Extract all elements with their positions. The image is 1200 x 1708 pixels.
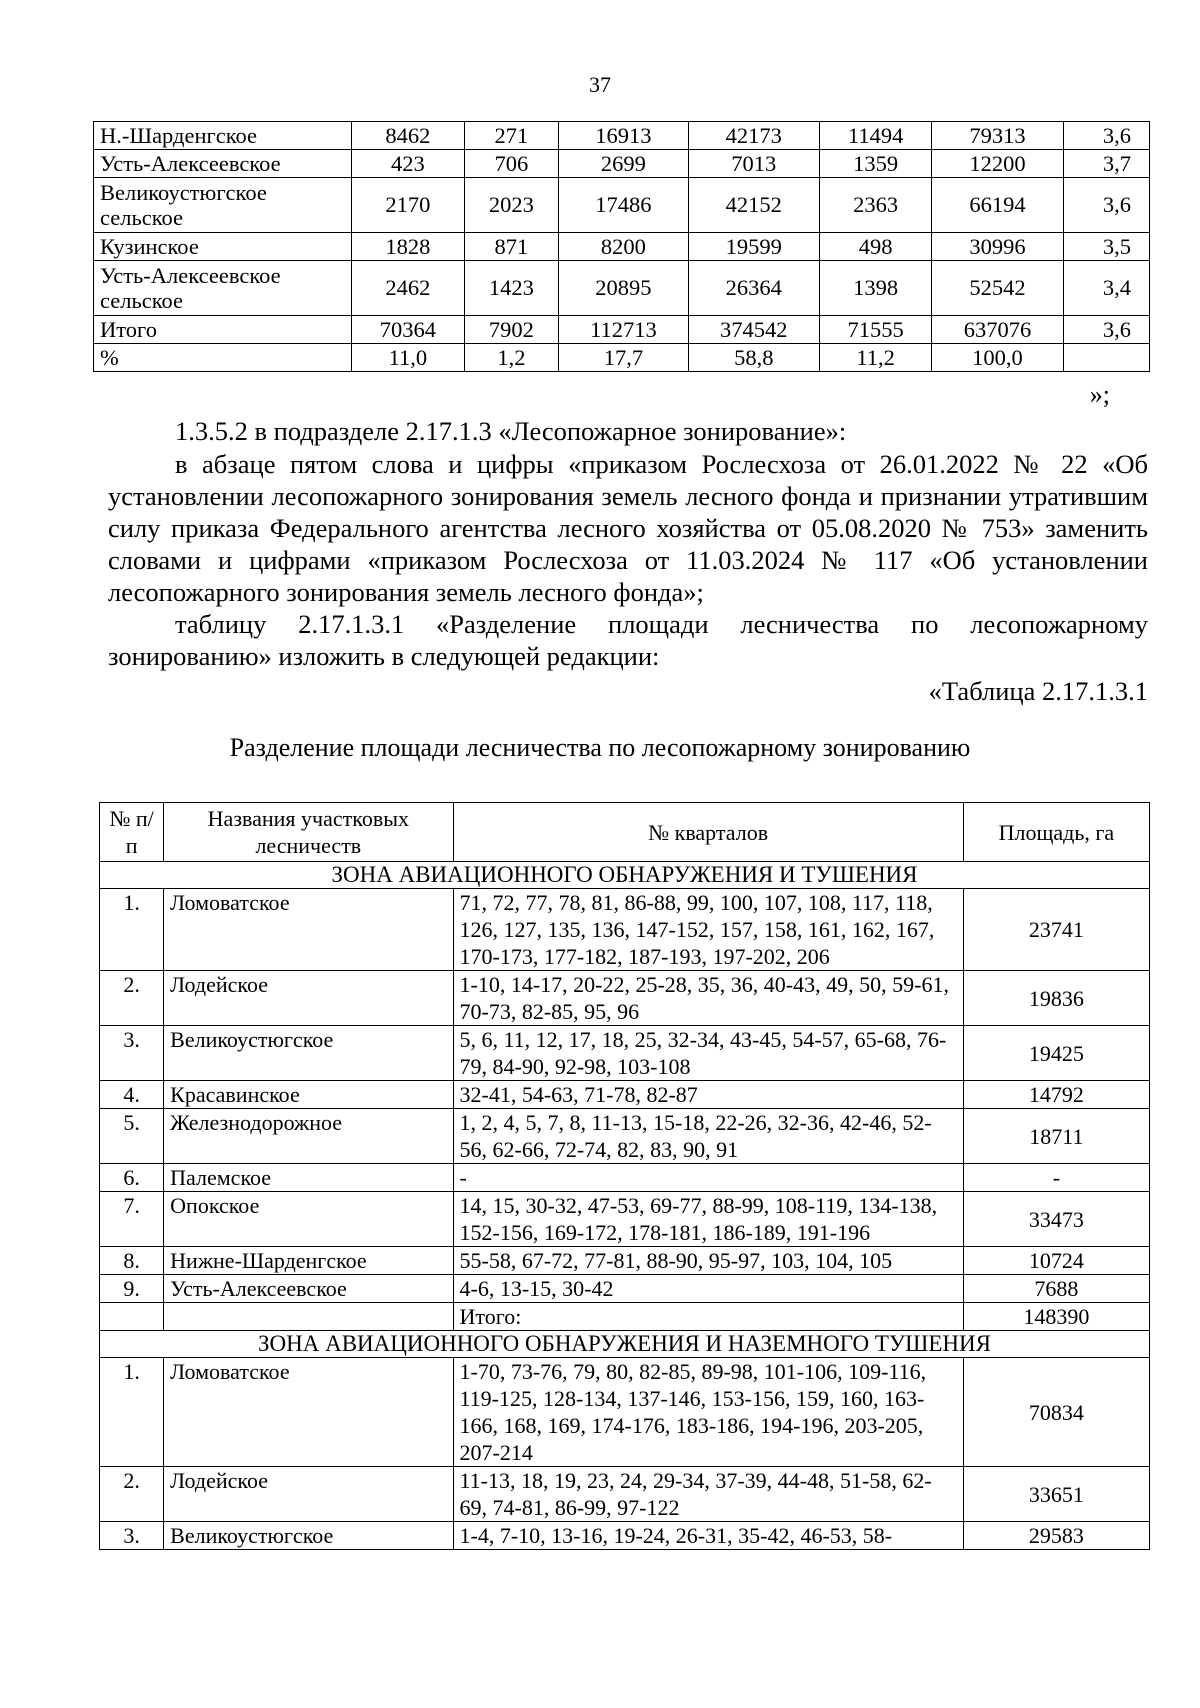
- stats-value-cell: 271: [464, 122, 558, 150]
- stats-value-cell: 11,2: [819, 344, 932, 372]
- row-num: 1.: [100, 1358, 164, 1467]
- stats-value-cell: 8200: [559, 233, 689, 261]
- amendment-paragraph-1: в абзаце пятом слова и цифры «приказом Рослесхоза от 26.01.2022 № 22 «Об установлении лесопожарного зонирования земель лесного фонда и признании утратившим силу приказа Федерального агентства лесного хозяйства от 05.08.2020 № 753» заменить словами и цифрами «приказом Рослесхоза от 11.03.2024 № 117 «Об установлении лесопожарного зонирования земель лесного фонда»;: [108, 449, 1148, 607]
- amendment-paragraph-2: таблицу 2.17.1.3.1 «Разделение площади лесничества по лесопожарному зонированию» изложить в следующей редакции:: [108, 609, 1148, 671]
- zone-row: [100, 1109, 1150, 1164]
- stats-value-cell: 79313: [932, 122, 1063, 150]
- row-num: 9.: [100, 1275, 164, 1303]
- stats-value-cell: 11,0: [352, 344, 465, 372]
- zone-row: [100, 1192, 1150, 1247]
- stats-forestry-name: Н.-Шарденгское: [94, 122, 352, 150]
- amendment-body: [108, 448, 1148, 672]
- row-num: 2.: [100, 1467, 164, 1522]
- stats-value-cell: 637076: [932, 316, 1063, 344]
- row-forestry-name: Усть-Алексеевское: [164, 1275, 453, 1303]
- stats-value-cell: 2023: [464, 178, 558, 233]
- stats-value-cell: 52542: [932, 261, 1063, 316]
- zone-title-row: [100, 1331, 1150, 1358]
- row-quarters: 55-58, 67-72, 77-81, 88-90, 95-97, 103, 104, 105: [453, 1247, 963, 1275]
- row-num: 4.: [100, 1081, 164, 1109]
- stats-value-cell: 71555: [819, 316, 932, 344]
- stats-value-cell: 17,7: [559, 344, 689, 372]
- stats-value-cell: 871: [464, 233, 558, 261]
- stats-value-cell: 7902: [464, 316, 558, 344]
- stats-value-cell: 112713: [559, 316, 689, 344]
- stats-value-cell: 8462: [352, 122, 465, 150]
- stats-value-cell: 2699: [559, 150, 689, 178]
- stats-value-cell: 2363: [819, 178, 932, 233]
- row-quarters: 1-10, 14-17, 20-22, 25-28, 35, 36, 40-43, 49, 50, 59-61, 70-73, 82-85, 95, 96: [453, 971, 963, 1026]
- zone-row: [100, 971, 1150, 1026]
- row-area: 33651: [963, 1467, 1149, 1522]
- row-area: 19836: [963, 971, 1149, 1026]
- stats-value-cell: 3,4: [1063, 261, 1150, 316]
- row-quarters: 5, 6, 11, 12, 17, 18, 25, 32-34, 43-45, 54-57, 65-68, 76-79, 84-90, 92-98, 103-108: [453, 1026, 963, 1081]
- row-quarters: 1-70, 73-76, 79, 80, 82-85, 89-98, 101-106, 109-116, 119-125, 128-134, 137-146, 153-156, 159, 160, 163-166, 168, 169, 174-176, 183-186, 194-196, 203-205, 207-214: [453, 1358, 963, 1467]
- row-forestry-name: Нижне-Шарденгское: [164, 1247, 453, 1275]
- row-area: 7688: [963, 1275, 1149, 1303]
- stats-value-cell: 1423: [464, 261, 558, 316]
- zone-row: [100, 1081, 1150, 1109]
- amendment-heading: 1.3.5.2 в подразделе 2.17.1.3 «Лесопожарное зонирование»:: [175, 416, 847, 446]
- total-value: 148390: [963, 1303, 1149, 1331]
- stats-value-cell: 374542: [688, 316, 819, 344]
- row-forestry-name: Опокское: [164, 1192, 453, 1247]
- total-label: Итого:: [453, 1303, 963, 1331]
- stats-value-cell: 706: [464, 150, 558, 178]
- stats-value-cell: 42152: [688, 178, 819, 233]
- stats-row: [94, 261, 1150, 316]
- row-num: 5.: [100, 1109, 164, 1164]
- table-caption: Разделение площади лесничества по лесопожарному зонированию: [229, 733, 971, 762]
- stats-forestry-name: Итого: [94, 316, 352, 344]
- stats-value-cell: 42173: [688, 122, 819, 150]
- stats-table-body: [94, 122, 1150, 372]
- stats-value-cell: 70364: [352, 316, 465, 344]
- stats-row: [94, 316, 1150, 344]
- header-area: Площадь, га: [963, 803, 1149, 862]
- stats-row: [94, 150, 1150, 178]
- total-empty: [164, 1303, 453, 1331]
- stats-value-cell: 3,6: [1063, 316, 1150, 344]
- stats-value-cell: 58,8: [688, 344, 819, 372]
- stats-row: [94, 178, 1150, 233]
- row-quarters: 14, 15, 30-32, 47-53, 69-77, 88-99, 108-119, 134-138, 152-156, 169-172, 178-181, 186-189, 191-196: [453, 1192, 963, 1247]
- row-num: 6.: [100, 1164, 164, 1192]
- row-num: 3.: [100, 1026, 164, 1081]
- stats-forestry-name: Кузинское: [94, 233, 352, 261]
- row-forestry-name: Великоустюгское: [164, 1026, 453, 1081]
- zone-row: [100, 1247, 1150, 1275]
- stats-value-cell: 3,7: [1063, 150, 1150, 178]
- stats-forestry-name: Великоустюгское сельское: [94, 178, 352, 233]
- stats-value-cell: 7013: [688, 150, 819, 178]
- stats-value-cell: 26364: [688, 261, 819, 316]
- row-forestry-name: Лодейское: [164, 971, 453, 1026]
- row-area: 29583: [963, 1522, 1149, 1550]
- stats-value-cell: 2170: [352, 178, 465, 233]
- stats-value-cell: 3,6: [1063, 178, 1150, 233]
- row-forestry-name: Лодейское: [164, 1467, 453, 1522]
- stats-row: [94, 233, 1150, 261]
- zone-row: [100, 1467, 1150, 1522]
- stats-forestry-name: Усть-Алексеевское сельское: [94, 261, 352, 316]
- stats-value-cell: 1,2: [464, 344, 558, 372]
- stats-value-cell: 423: [352, 150, 465, 178]
- zone-title-row: [100, 862, 1150, 889]
- forestry-stats-table: [93, 121, 1150, 372]
- stats-value-cell: 100,0: [932, 344, 1063, 372]
- row-area: 19425: [963, 1026, 1149, 1081]
- row-forestry-name: Палемское: [164, 1164, 453, 1192]
- row-quarters: 4-6, 13-15, 30-42: [453, 1275, 963, 1303]
- row-quarters: -: [453, 1164, 963, 1192]
- stats-value-cell: 3,5: [1063, 233, 1150, 261]
- stats-value-cell: 1359: [819, 150, 932, 178]
- stats-value-cell: 11494: [819, 122, 932, 150]
- stats-row: [94, 344, 1150, 372]
- zone-row: [100, 889, 1150, 971]
- row-area: -: [963, 1164, 1149, 1192]
- row-area: 33473: [963, 1192, 1149, 1247]
- header-num: № п/п: [100, 803, 164, 862]
- stats-value-cell: 1398: [819, 261, 932, 316]
- stats-value-cell: 19599: [688, 233, 819, 261]
- zone-row: [100, 1275, 1150, 1303]
- zones-header-row: [100, 803, 1150, 862]
- row-num: 1.: [100, 889, 164, 971]
- row-quarters: 71, 72, 77, 78, 81, 86-88, 99, 100, 107, 108, 117, 118, 126, 127, 135, 136, 147-152, 157, 158, 161, 162, 167, 170-173, 177-182, 187-193, 197-202, 206: [453, 889, 963, 971]
- stats-value-cell: 2462: [352, 261, 465, 316]
- row-forestry-name: Ломоватское: [164, 889, 453, 971]
- header-forestry-name: Названия участковых лесничеств: [164, 803, 453, 862]
- zone-row: [100, 1164, 1150, 1192]
- row-quarters: 11-13, 18, 19, 23, 24, 29-34, 37-39, 44-48, 51-58, 62-69, 74-81, 86-99, 97-122: [453, 1467, 963, 1522]
- row-forestry-name: Ломоватское: [164, 1358, 453, 1467]
- total-empty: [100, 1303, 164, 1331]
- row-quarters: 1-4, 7-10, 13-16, 19-24, 26-31, 35-42, 46-53, 58-: [453, 1522, 963, 1550]
- row-quarters: 32-41, 54-63, 71-78, 82-87: [453, 1081, 963, 1109]
- row-quarters: 1, 2, 4, 5, 7, 8, 11-13, 15-18, 22-26, 32-36, 42-46, 52-56, 62-66, 72-74, 82, 83, 90, 91: [453, 1109, 963, 1164]
- zones-table-body: [100, 862, 1150, 1550]
- stats-value-cell: 3,6: [1063, 122, 1150, 150]
- stats-value-cell: 16913: [559, 122, 689, 150]
- zone-total-row: [100, 1303, 1150, 1331]
- row-forestry-name: Железнодорожное: [164, 1109, 453, 1164]
- zone-row: [100, 1358, 1150, 1467]
- row-area: 18711: [963, 1109, 1149, 1164]
- stats-forestry-name: Усть-Алексеевское: [94, 150, 352, 178]
- zone-title: ЗОНА АВИАЦИОННОГО ОБНАРУЖЕНИЯ И ТУШЕНИЯ: [100, 862, 1150, 889]
- row-area: 70834: [963, 1358, 1149, 1467]
- fire-zoning-table: [99, 802, 1150, 1550]
- stats-value-cell: [1063, 344, 1150, 372]
- closing-quote: »;: [1089, 380, 1110, 409]
- row-area: 10724: [963, 1247, 1149, 1275]
- stats-value-cell: 66194: [932, 178, 1063, 233]
- header-quarters: № кварталов: [453, 803, 963, 862]
- page-number: 37: [589, 72, 611, 97]
- stats-row: [94, 122, 1150, 150]
- row-num: 8.: [100, 1247, 164, 1275]
- stats-forestry-name: %: [94, 344, 352, 372]
- row-forestry-name: Великоустюгское: [164, 1522, 453, 1550]
- stats-value-cell: 498: [819, 233, 932, 261]
- table-reference: «Таблица 2.17.1.3.1: [928, 676, 1148, 706]
- row-area: 14792: [963, 1081, 1149, 1109]
- row-num: 7.: [100, 1192, 164, 1247]
- row-area: 23741: [963, 889, 1149, 971]
- stats-value-cell: 17486: [559, 178, 689, 233]
- zone-title: ЗОНА АВИАЦИОННОГО ОБНАРУЖЕНИЯ И НАЗЕМНОГО ТУШЕНИЯ: [100, 1331, 1150, 1358]
- zone-row: [100, 1522, 1150, 1550]
- stats-value-cell: 12200: [932, 150, 1063, 178]
- row-num: 2.: [100, 971, 164, 1026]
- zone-row: [100, 1026, 1150, 1081]
- stats-value-cell: 1828: [352, 233, 465, 261]
- stats-value-cell: 20895: [559, 261, 689, 316]
- row-num: 3.: [100, 1522, 164, 1550]
- row-forestry-name: Красавинское: [164, 1081, 453, 1109]
- stats-value-cell: 30996: [932, 233, 1063, 261]
